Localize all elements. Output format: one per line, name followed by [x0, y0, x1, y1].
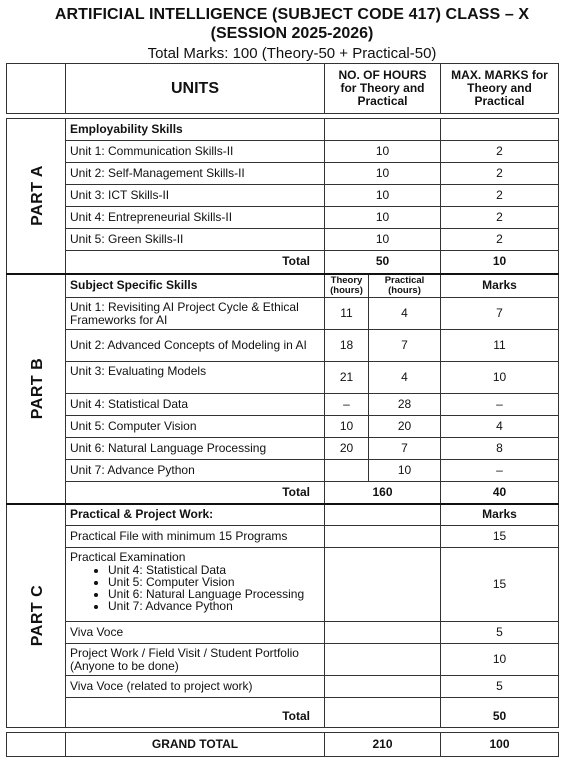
section-heading: Subject Specific Skills	[66, 274, 325, 298]
hours-header: NO. OF HOURS for Theory and Practical	[325, 64, 441, 114]
practical-exam-list	[70, 564, 320, 612]
grand-total-hours: 210	[325, 733, 441, 757]
table-row: Unit 2: Self-Management Skills-II 10 2	[7, 163, 559, 185]
table-row: Unit 7: Advance Python 10 –	[7, 460, 559, 482]
table-row: PART C Practical & Project Work: Marks	[7, 504, 559, 526]
max-marks-header: MAX. MARKS for Theory and Practical	[441, 64, 559, 114]
table-row: PART B Subject Specific Skills Theory (hours) Practical (hours) Marks	[7, 274, 559, 298]
table-row: Practical Examination • Unit 4: Statistical Data • Unit 5: Computer Vision • Unit 6: Natural Language Processing • Unit 7: Advance Python 15	[7, 548, 559, 622]
section-heading: Practical & Project Work:	[66, 504, 325, 526]
list-item: • Unit 4: Statistical Data	[108, 564, 320, 576]
list-item: • Unit 6: Natural Language Processing	[108, 588, 320, 600]
practical-header: Practical (hours)	[369, 274, 441, 298]
total-row: Total 50 10	[7, 251, 559, 274]
table-row: Unit 6: Natural Language Processing 20 7 8	[7, 438, 559, 460]
total-marks-note: Total Marks: 100 (Theory-50 + Practical-50)	[147, 45, 437, 62]
table-row: Unit 5: Computer Vision 10 20 4	[7, 416, 559, 438]
part-b-label: PART B	[7, 274, 66, 504]
table-row: Project Work / Field Visit / Student Portfolio (Anyone to be done) 10	[7, 644, 559, 676]
table-row: Viva Voce 5	[7, 622, 559, 644]
table-row: Unit 5: Green Skills-II 10 2	[7, 229, 559, 251]
grand-total-label: GRAND TOTAL	[66, 733, 325, 757]
theory-header: Theory (hours)	[325, 274, 369, 298]
section-heading: Employability Skills	[66, 119, 325, 141]
session: (SESSION 2025-2026)	[210, 25, 374, 42]
table-header	[7, 64, 559, 114]
total-row: Total 50	[7, 706, 559, 728]
table-row: Unit 2: Advanced Concepts of Modeling in AI 18 7 11	[7, 330, 559, 362]
part-a-label: PART A	[7, 119, 66, 274]
table-row: Unit 3: Evaluating Models 21 4 10	[7, 362, 559, 394]
table-row: Unit 4: Statistical Data – 28 –	[7, 394, 559, 416]
table-row: Unit 3: ICT Skills-II 10 2	[7, 185, 559, 207]
table-row	[7, 119, 559, 141]
table-row: Unit 4: Entrepreneurial Skills-II 10 2	[7, 207, 559, 229]
table-row: Practical File with minimum 15 Programs 15	[7, 526, 559, 548]
total-row: Total 160 40	[7, 482, 559, 504]
units-header: UNITS	[66, 64, 325, 114]
table-row: Unit 1: Communication Skills-II 10 2	[7, 141, 559, 163]
list-item: • Unit 5: Computer Vision	[108, 576, 320, 588]
table-row: Viva Voce (related to project work) 5	[7, 676, 559, 698]
grand-total-row	[7, 733, 559, 757]
table-row: Unit 1: Revisiting AI Project Cycle & Ethical Frameworks for AI 11 4 7	[7, 298, 559, 330]
list-item: • Unit 7: Advance Python	[108, 600, 320, 612]
syllabus-table	[6, 63, 559, 757]
part-c-label: PART C	[7, 504, 66, 728]
grand-total-marks: 100	[441, 733, 559, 757]
doc-title: ARTIFICIAL INTELLIGENCE (SUBJECT CODE 417) CLASS – X	[54, 6, 530, 23]
